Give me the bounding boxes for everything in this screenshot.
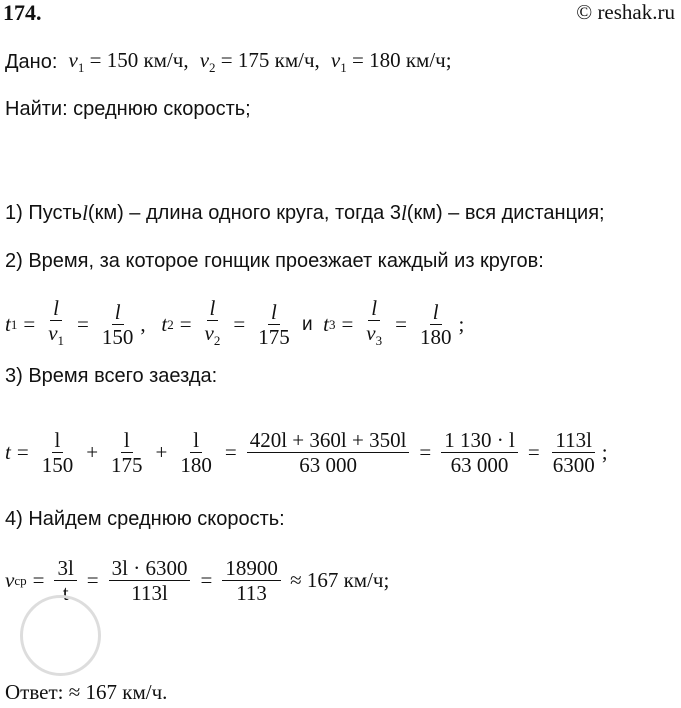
step-3-formula: t = $\frac{l}{150}$ + $\frac{l}{175}$ + $\frac{l}{180}$ = $\frac{420l + 360l + 350l}{63 000}$ = $\frac{1 130 \cdot l}{63 000}$ = $\frac{113l}{6300}$ ; — [5, 428, 608, 477]
watermark: © reshak.ru — [576, 0, 675, 24]
step-2-formulas: t 1 = $\frac{l}{v_1}$ = $\frac{l}{150}$ , t 2 = $\frac{l}{v_2}$ = $\frac{l}{175}$ и t 3 = $\frac{l}{v_3}$ = $\frac{l}{180}$ ; — [5, 296, 465, 350]
step-4-formula: v ср = $\frac{3l}{t}$ = $\frac{3l \cdot 6300}{113l}$ = $\frac{18900}{113}$ ≈ 167 км/ч; — [5, 556, 390, 605]
step-2: 2) Время, за которое гонщик проезжает каждый из кругов: — [5, 250, 544, 272]
step-3: 3) Время всего заезда: — [5, 365, 218, 387]
given-line — [5, 48, 452, 76]
answer: Ответ: ≈ 167 км/ч. — [5, 680, 168, 704]
step-4: 4) Найдем среднюю скорость: — [5, 508, 285, 530]
problem-number: 174. — [3, 0, 42, 25]
copyright-stamp — [20, 595, 101, 676]
v1: $v_1 = 150$ км/ч, — [68, 48, 189, 76]
given-label: Дано: — [5, 50, 58, 73]
v3: $v_1 = 180$ км/ч; — [330, 48, 452, 76]
v2: $v_2 = 175$ км/ч, — [199, 48, 320, 76]
step-1: 1) Пусть l (км) – длина одного круга, тогда 3 l (км) – вся дистанция; — [5, 201, 605, 225]
find-line: Найти: среднюю скорость; — [5, 98, 251, 120]
